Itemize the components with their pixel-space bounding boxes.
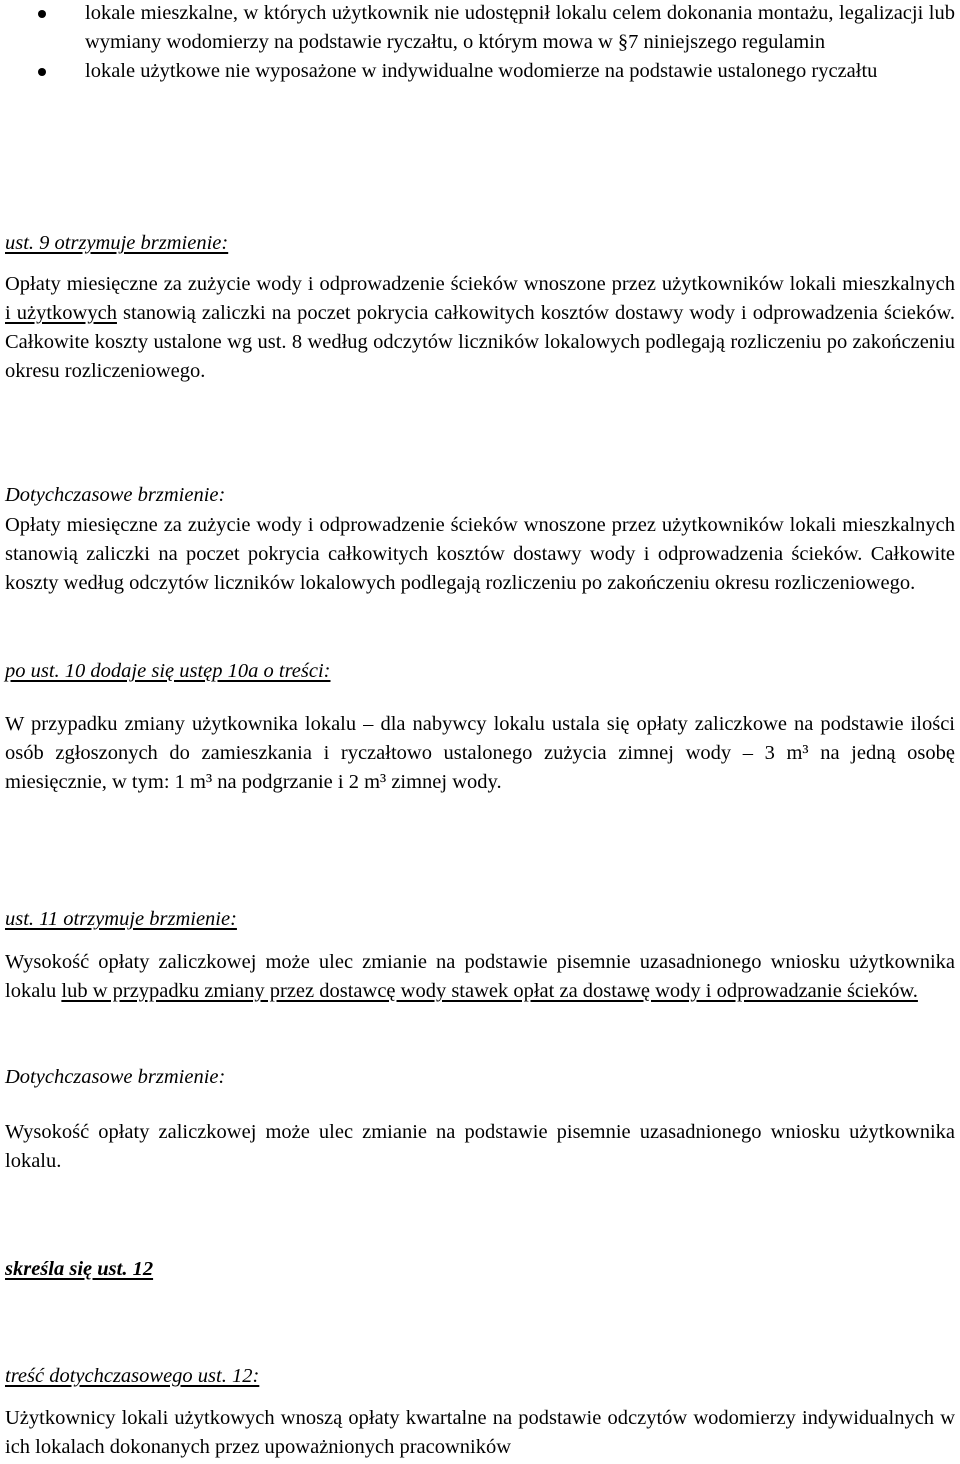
bullet-list [0,0,955,86]
list-item [0,57,955,86]
ust9-old-heading: Dotychczasowe brzmienie: [5,484,226,506]
ust9-text-after: stanowią zaliczki na poczet pokrycia całkowitych kosztów dostawy wody i odprowadzenia ścieków. Całkowite koszty ustalone wg ust. 8 według odczytów liczników lokalowych podlegają rozliczeniu po zakończeniu okresu rozliczeniowego. [5,302,956,382]
ust10a-heading: po ust. 10 dodaje się ustęp 10a o treści: [5,660,331,682]
ust12-old-heading: treść dotychczasowego ust. 12: [5,1365,260,1387]
list-item [0,0,955,57]
bullet-text: lokale mieszkalne, w których użytkownik nie udostępnił lokalu celem dokonania montażu, legalizacji lub wymiany wodomierzy na podstawie ryczałtu, o którym mowa w §7 niniejszego regulamin [85,2,955,53]
bullet-icon [38,68,46,76]
ust12-old-paragraph: Użytkownicy lokali użytkowych wnoszą opłaty kwartalne na podstawie odczytów wodomierzy indywidualnych w ich lokalach dokonanych przez upoważnionych pracowników [5,1407,955,1458]
ust9-paragraph [5,270,955,386]
ust9-old-paragraph: Opłaty miesięczne za zużycie wody i odprowadzenie ścieków wnoszone przez użytkowników lokali mieszkalnych stanowią zaliczki na poczet pokrycia całkowitych kosztów dostawy wody i odprowadzenia ścieków. Całkowite koszty według odczytów liczników lokalowych podlegają rozliczeniu po zakończeniu okresu rozliczeniowego. [5,514,955,594]
ust11-old-heading: Dotychczasowe brzmienie: [5,1066,226,1088]
bullet-text: lokale użytkowe nie wyposażone w indywidualne wodomierze na podstawie ustalonego ryczałtu [85,60,878,82]
ust9-heading: ust. 9 otrzymuje brzmienie: [5,232,229,254]
ust10a-paragraph: W przypadku zmiany użytkownika lokalu – dla nabywcy lokalu ustala się opłaty zaliczkowe na podstawie ilości osób zgłoszonych do zamieszkania i ryczałtowo ustalonego zużycia zimnej wody – 3 m³ na jedną osobę miesięcznie, w tym: 1 m³ na podgrzanie i 2 m³ zimnej wody. [5,713,955,793]
ust11-text-before: Wysokość opłaty zaliczkowej może ulec zmianie na podstawie pisemnie uzasadnionego wniosku użytkownika lokalu [5,951,955,1002]
bullet-icon [38,10,46,18]
ust11-paragraph [5,948,955,1006]
ust9-text-before: Opłaty miesięczne za zużycie wody i odprowadzenie ścieków wnoszone przez użytkowników lokali mieszkalnych [5,273,955,295]
ust11-text-underlined: lub w przypadku zmiany przez dostawcę wody stawek opłat za dostawę wody i odprowadzanie ścieków. [61,980,918,1002]
ust12-heading: skreśla się ust. 12 [5,1258,154,1280]
ust11-heading: ust. 11 otrzymuje brzmienie: [5,908,237,930]
ust11-old-paragraph: Wysokość opłaty zaliczkowej może ulec zmianie na podstawie pisemnie uzasadnionego wniosku użytkownika lokalu. [5,1121,955,1172]
ust9-text-underlined: i użytkowych [5,302,117,324]
